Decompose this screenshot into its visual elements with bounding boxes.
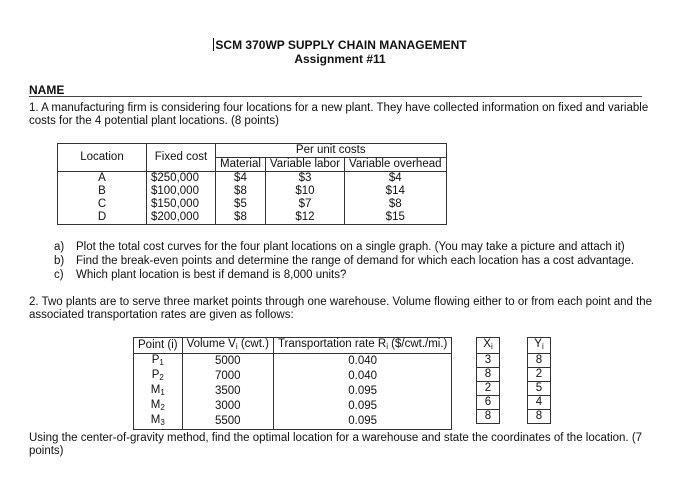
question-2-instruction: Using the center-of-gravity method, find the optimal location for a warehouse and state the coordinates of the location. (7 points) xyxy=(29,432,643,457)
cell-y: 4 xyxy=(528,396,551,410)
cell-material: $5 xyxy=(216,198,266,211)
cell-overhead: $15 xyxy=(345,211,447,225)
list-key: c) xyxy=(54,269,64,281)
point-sub: 1 xyxy=(159,358,164,367)
point-sub: 2 xyxy=(159,373,164,382)
cell-labor: $10 xyxy=(265,185,344,198)
volume-header-unit: (cwt.) xyxy=(237,338,269,350)
cell-location: A xyxy=(58,172,147,186)
name-underline xyxy=(29,96,642,97)
table-row xyxy=(134,354,452,370)
point-sub: 2 xyxy=(160,403,165,412)
cell-overhead: $4 xyxy=(345,172,447,186)
table-row xyxy=(134,414,452,430)
cell-volume: 5500 xyxy=(182,414,273,430)
cell-location: B xyxy=(58,185,147,198)
cell-x: 8 xyxy=(477,368,500,382)
cell-material: $4 xyxy=(216,172,266,186)
rate-header-text: Transportation rate R xyxy=(277,338,387,350)
cell-y: 8 xyxy=(528,410,551,424)
assignment-title: Assignment #11 xyxy=(294,52,386,66)
volume-header-text: Volume V xyxy=(186,338,236,350)
cell-material: $8 xyxy=(216,185,266,198)
list-text: Which plant location is best if demand is 8,000 units? xyxy=(76,269,347,281)
col-x-header xyxy=(477,338,500,354)
point-sub: 3 xyxy=(160,418,165,427)
cell-rate: 0.095 xyxy=(273,384,451,399)
cell-location: C xyxy=(58,198,147,211)
cell-x: 8 xyxy=(477,410,500,424)
cell-labor: $7 xyxy=(265,198,344,211)
list-item xyxy=(54,269,347,282)
table-row xyxy=(134,399,452,414)
cell-labor: $3 xyxy=(265,172,344,186)
cell-rate: 0.095 xyxy=(273,399,451,414)
cell-x: 2 xyxy=(477,382,500,396)
question-2-text: 2. Two plants are to serve three market points through one warehouse. Volume flowing either to or from each point and the associated transportation rates are given as follows: xyxy=(29,296,653,321)
x-header-sub: i xyxy=(490,342,493,351)
cell-volume: 7000 xyxy=(182,369,273,384)
col-rate-header xyxy=(273,338,451,354)
table-row xyxy=(134,369,452,384)
col-material-header: Material xyxy=(216,158,266,172)
cell-fixed: $200,000 xyxy=(147,211,216,225)
cell-fixed: $250,000 xyxy=(147,172,216,186)
x-header-text: X xyxy=(483,338,491,350)
cell-material: $8 xyxy=(216,211,266,225)
cell-location: D xyxy=(58,211,147,225)
col-volume-header xyxy=(182,338,273,354)
cell-fixed: $100,000 xyxy=(147,185,216,198)
y-header-sub: i xyxy=(541,342,544,351)
table-row xyxy=(134,384,452,399)
col-fixed-header: Fixed cost xyxy=(147,144,216,172)
header-row xyxy=(134,338,452,354)
point-letter: P xyxy=(151,369,160,381)
table-row xyxy=(58,185,447,198)
rate-header-sub: i xyxy=(386,342,388,351)
cell-point xyxy=(134,354,183,370)
col-location-header: Location xyxy=(58,144,147,172)
cell-point xyxy=(134,384,183,399)
cell-overhead: $8 xyxy=(345,198,447,211)
list-text: Plot the total cost curves for the four plant locations on a single graph. (You may take a picture and attach it) xyxy=(76,241,625,253)
cell-point xyxy=(134,369,183,384)
question-1-text: 1. A manufacturing firm is considering four locations for a new plant. They have collected information on fixed and variable costs for the 4 potential plant locations. (8 points) xyxy=(29,102,649,127)
rate-header-unit: ($/cwt./mi.) xyxy=(387,338,448,350)
table-row xyxy=(58,211,447,225)
col-y-header xyxy=(528,338,551,354)
cell-rate: 0.040 xyxy=(273,369,451,384)
list-key: a) xyxy=(54,241,65,253)
cell-labor: $12 xyxy=(265,211,344,225)
cell-y: 5 xyxy=(528,382,551,396)
plant-cost-table xyxy=(57,143,447,225)
col-labor-header: Variable labor xyxy=(265,158,344,172)
table-row xyxy=(58,172,447,186)
course-title-text: SCM 370WP SUPPLY CHAIN MANAGEMENT xyxy=(215,38,467,52)
list-key: b) xyxy=(54,255,65,267)
cell-volume: 5000 xyxy=(182,354,273,370)
cell-y: 8 xyxy=(528,354,551,368)
point-letter: M xyxy=(150,414,161,426)
point-letter: P xyxy=(151,354,160,366)
point-letter: M xyxy=(150,399,161,411)
volume-header-sub: i xyxy=(235,342,238,351)
name-label: NAME xyxy=(29,83,65,97)
transport-table xyxy=(133,337,452,430)
col-per-unit-header: Per unit costs xyxy=(216,144,447,158)
cell-rate: 0.040 xyxy=(273,354,451,370)
point-sub: 1 xyxy=(160,388,165,397)
cell-x: 6 xyxy=(477,396,500,410)
y-header-text: Y xyxy=(534,338,542,350)
cell-rate: 0.095 xyxy=(273,414,451,430)
list-text: Find the break-even points and determine the range of demand for which each location has a cost advantage. xyxy=(76,255,635,267)
table-row xyxy=(58,198,447,211)
cell-point xyxy=(134,414,183,430)
cell-overhead: $14 xyxy=(345,185,447,198)
course-title xyxy=(0,38,680,52)
list-item xyxy=(54,255,635,268)
col-overhead-header: Variable overhead xyxy=(345,158,447,172)
cell-x: 3 xyxy=(477,354,500,368)
cell-point xyxy=(134,399,183,414)
cell-fixed: $150,000 xyxy=(147,198,216,211)
point-letter: M xyxy=(150,384,161,396)
x-coordinate-table xyxy=(476,337,500,424)
y-coordinate-table xyxy=(527,337,551,424)
list-item xyxy=(54,241,625,254)
cell-volume: 3000 xyxy=(182,399,273,414)
cell-volume: 3500 xyxy=(182,384,273,399)
col-point-header: Point (i) xyxy=(134,338,183,354)
cell-y: 2 xyxy=(528,368,551,382)
